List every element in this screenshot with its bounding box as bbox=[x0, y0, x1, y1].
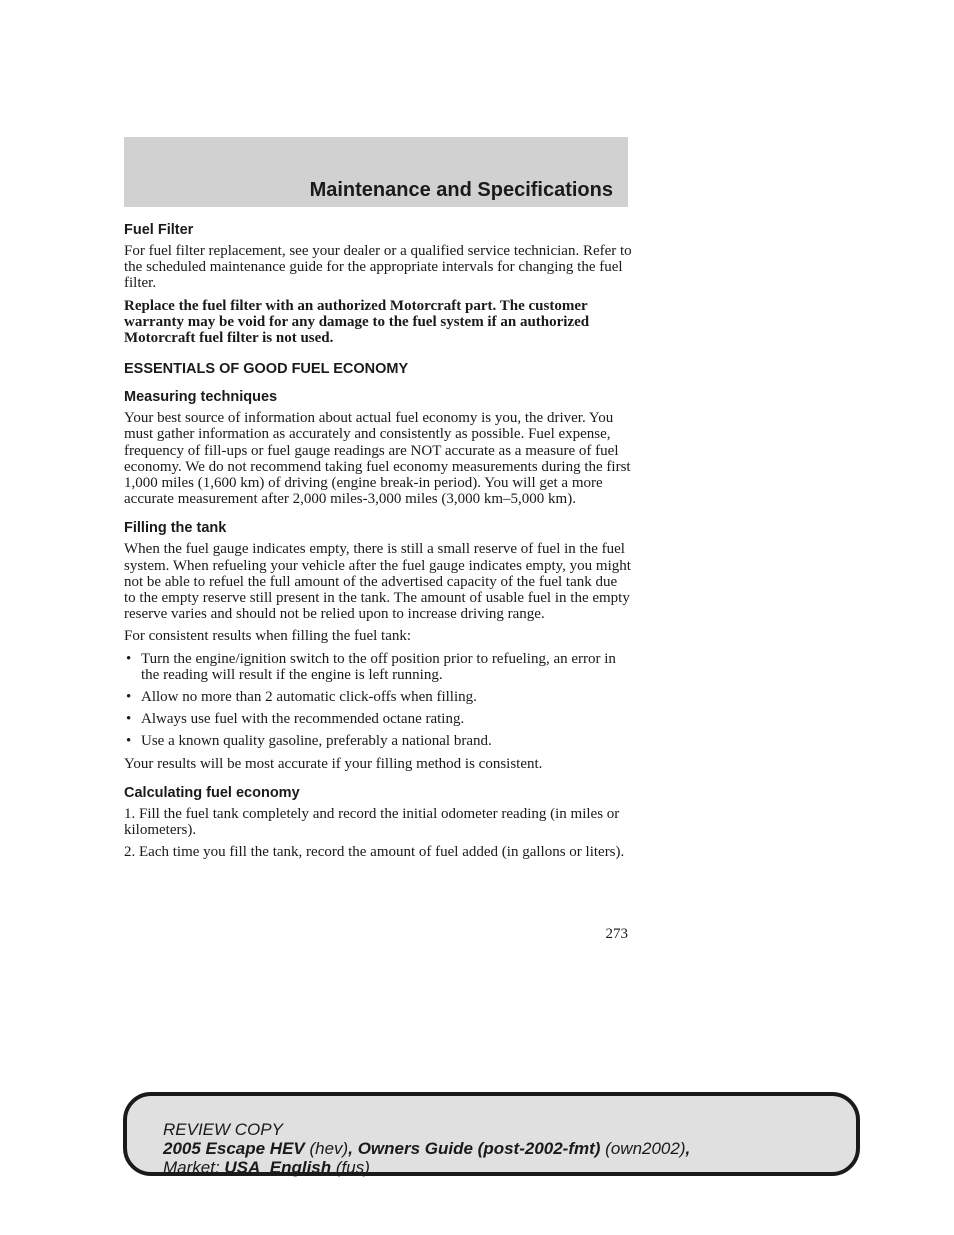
page-content bbox=[124, 221, 632, 866]
section-header-band bbox=[124, 137, 628, 207]
footer-market-line bbox=[163, 1158, 690, 1177]
footer-market-code: (fus) bbox=[331, 1158, 370, 1177]
footer-guide-code: (own2002) bbox=[600, 1139, 686, 1158]
list-item bbox=[124, 711, 632, 727]
filling-outro: Your results will be most accurate if your filling method is consistent. bbox=[124, 755, 543, 772]
calculating-step-2: 2. Each time you fill the tank, record the amount of fuel added (in gallons or liters). bbox=[124, 844, 625, 861]
list-item-text: Always use fuel with the recommended octane rating. bbox=[141, 711, 465, 728]
page-number: 273 bbox=[605, 926, 628, 942]
list-item bbox=[124, 651, 632, 683]
calculating-step-1: 1. Fill the fuel tank completely and record the initial odometer reading (in miles or kilometers). bbox=[124, 805, 620, 839]
list-item-text: Allow no more than 2 automatic click-offs when filling. bbox=[141, 689, 477, 706]
fuel-filter-heading: Fuel Filter bbox=[124, 222, 194, 238]
bullet-icon: • bbox=[126, 689, 132, 706]
review-copy-footer bbox=[123, 1092, 860, 1176]
footer-market-label: Market: bbox=[163, 1158, 225, 1177]
footer-market: USA_English bbox=[224, 1158, 332, 1177]
bullet-icon: • bbox=[126, 733, 132, 750]
bullet-icon: • bbox=[126, 650, 132, 667]
measuring-body: Your best source of information about actual fuel economy is you, the driver. You must gather information as accurately and consistently as possible. Fuel expense, frequency of fill-ups or fuel gauge readings are NOT accurate as a measure of fuel economy. We do not recommend taking fuel economy measurements during the first 1,000 miles (1,600 km) of driving (engine break-in period). You will get a more accurate measurement after 2,000 miles-3,000 miles (3,000 km–5,000 km). bbox=[124, 410, 631, 508]
bullet-icon: • bbox=[126, 711, 132, 728]
footer-guide: Owners Guide (post-2002-fmt) bbox=[357, 1139, 601, 1158]
fuel-filter-body: For fuel filter replacement, see your dealer or a qualified service technician. Refer to the scheduled maintenance guide for the appropriate intervals for changing the fuel filter. bbox=[124, 243, 632, 292]
review-copy-label: REVIEW COPY bbox=[163, 1120, 283, 1139]
footer-model: 2005 Escape HEV bbox=[163, 1139, 305, 1158]
list-item bbox=[124, 733, 632, 749]
filling-body: When the fuel gauge indicates empty, there is still a small reserve of fuel in the fuel system. When refueling your vehicle after the fuel gauge indicates empty, you might not be able to refuel the full amount of the advertised capacity of the fuel tank due to the empty reserve still present in the tank. The amount of usable fuel in the empty reserve varies and should not be relied upon to increase driving range. bbox=[124, 541, 631, 623]
calculating-heading: Calculating fuel economy bbox=[124, 784, 300, 801]
list-item bbox=[124, 689, 632, 705]
list-item-text: Turn the engine/ignition switch to the off position prior to refueling, an error in the reading will result if the engine is left running. bbox=[141, 650, 616, 683]
fuel-filter-warning: Replace the fuel filter with an authorized Motorcraft part. The customer warranty may be void for any damage to the fuel system if an authorized Motorcraft fuel filter is not used. bbox=[124, 297, 590, 347]
footer-model-code: (hev) bbox=[304, 1139, 349, 1158]
footer-text bbox=[163, 1120, 690, 1177]
fuel-economy-heading: ESSENTIALS OF GOOD FUEL ECONOMY bbox=[124, 361, 409, 378]
section-title: Maintenance and Specifications bbox=[309, 179, 613, 201]
footer-separator: , bbox=[685, 1139, 691, 1158]
footer-separator: , bbox=[348, 1139, 358, 1158]
list-item-text: Use a known quality gasoline, preferably a national brand. bbox=[141, 733, 492, 750]
measuring-heading: Measuring techniques bbox=[124, 389, 278, 406]
footer-model-line bbox=[163, 1139, 690, 1158]
filling-bullet-list bbox=[124, 651, 632, 750]
filling-intro: For consistent results when filling the fuel tank: bbox=[124, 628, 412, 645]
filling-heading: Filling the tank bbox=[124, 520, 227, 537]
